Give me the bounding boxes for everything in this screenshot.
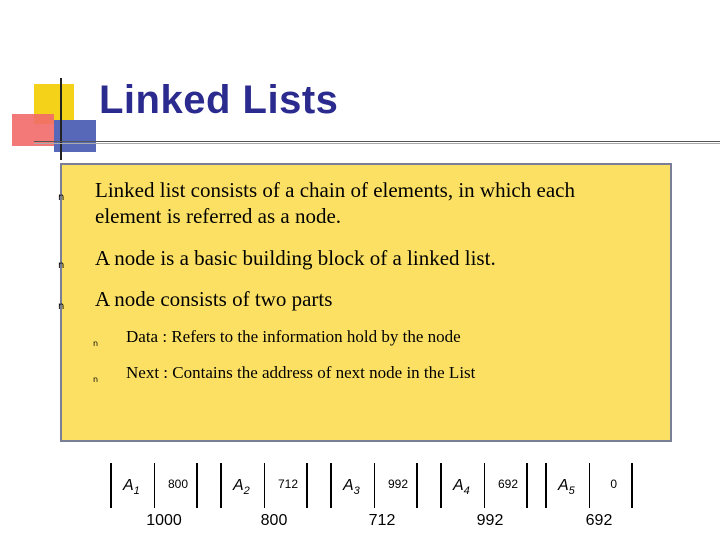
node-next-pointer: 0 <box>610 477 617 491</box>
bullet-item-1 <box>58 177 575 229</box>
bullet-text: A node consists of two parts <box>95 287 333 311</box>
node-address: 692 <box>585 512 613 529</box>
node-address: 800 <box>260 512 288 529</box>
title-underline <box>34 141 720 142</box>
node-next-pointer: 692 <box>497 477 518 491</box>
node-divider <box>374 463 375 508</box>
bullet-text: A node is a basic building block of a linked list. <box>95 246 496 270</box>
list-node <box>545 463 633 508</box>
bullet-marker: n <box>93 375 99 384</box>
slide-title: Linked Lists <box>99 78 339 122</box>
node-divider <box>154 463 155 508</box>
bullet-item-2 <box>58 245 496 271</box>
bullet-marker: n <box>58 192 65 203</box>
sub-bullet-item-2 <box>93 362 476 384</box>
node-divider <box>264 463 265 508</box>
node-divider <box>589 463 590 508</box>
bullet-marker: n <box>58 260 65 271</box>
sub-bullet-item-1 <box>93 326 461 348</box>
node-label: $A_1$ <box>123 477 140 498</box>
bullet-text-line: Linked list consists of a chain of elements, in which each <box>95 178 575 202</box>
bullet-marker: n <box>93 339 99 348</box>
sub-bullet-text: Next : Contains the address of next node in the List <box>126 363 476 382</box>
bullet-item-3 <box>58 286 333 312</box>
node-next-pointer: 712 <box>277 477 298 491</box>
node-address: 992 <box>476 512 504 529</box>
node-label: $A_2$ <box>233 477 250 498</box>
node-address: 712 <box>368 512 396 529</box>
node-address: 1000 <box>146 512 182 529</box>
sub-bullet-text: Data : Refers to the information hold by the node <box>126 327 461 346</box>
node-label: $A_3$ <box>343 477 360 498</box>
bullet-marker: n <box>58 301 65 312</box>
node-next-pointer: 992 <box>387 477 408 491</box>
node-label: $A_4$ <box>453 477 470 498</box>
node-label: $A_5$ <box>558 477 575 498</box>
list-node <box>440 463 528 508</box>
list-node <box>330 463 418 508</box>
bullet-text-line: element is referred as a node. <box>95 204 342 228</box>
node-next-pointer: 800 <box>167 477 188 491</box>
list-node <box>220 463 308 508</box>
title-underline-shadow <box>34 143 720 144</box>
decor-vertical-line <box>60 78 62 160</box>
list-node <box>110 463 198 508</box>
content-box <box>60 163 672 442</box>
node-divider <box>484 463 485 508</box>
